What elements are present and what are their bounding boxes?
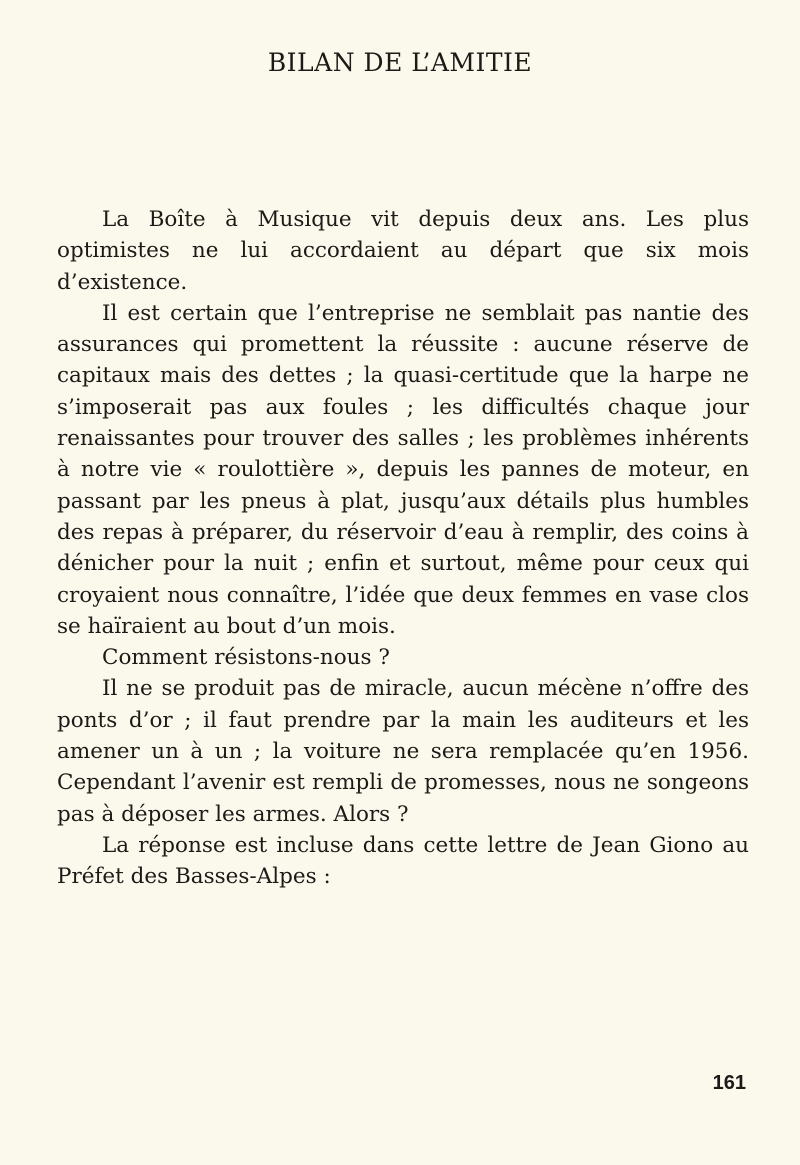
paragraph-3: Comment résistons-nous ? [102, 645, 390, 671]
chapter-title: BILAN DE L’AMITIE [267, 48, 533, 77]
paragraph-2: Il est certain que l’entreprise ne semblait pas nantie des assurances qui promettent la réussite : aucune réserve de capitaux mais des dettes ; la quasi-certitude que la harpe ne s’imposerait pas aux foules ; les difficultés chaque jour renaissantes pour trouver des salles ; les problèmes inhérents à notre vie « roulottière », depuis les pannes de moteur, en passant par les pneus à plat, jusqu’aux détails plus humbles des repas à préparer, du réservoir d’eau à remplir, des coins à dénicher pour la nuit ; enfin et surtout, même pour ceux qui croyaient nous connaître, l’idée que deux femmes en vase clos se haïraient au bout d’un mois. [57, 300, 749, 639]
paragraph-4: Il ne se produit pas de miracle, aucun mécène n’offre des ponts d’or ; il faut prendre par la main les auditeurs et les amener un à un ; la voiture ne sera remplacée qu’en 1956. Cependant l’avenir est rempli de promesses, nous ne songeons pas à déposer les armes. Alors ? [57, 676, 749, 827]
page-number: 161 [712, 1072, 746, 1094]
paragraph-1: La Boîte à Musique vit depuis deux ans. Les plus optimistes ne lui accordaient au départ que six mois d’existence. [57, 207, 749, 295]
paragraph-5: La réponse est incluse dans cette lettre de Jean Giono au Préfet des Basses-Alpes : [57, 832, 749, 890]
body-text [57, 204, 749, 893]
